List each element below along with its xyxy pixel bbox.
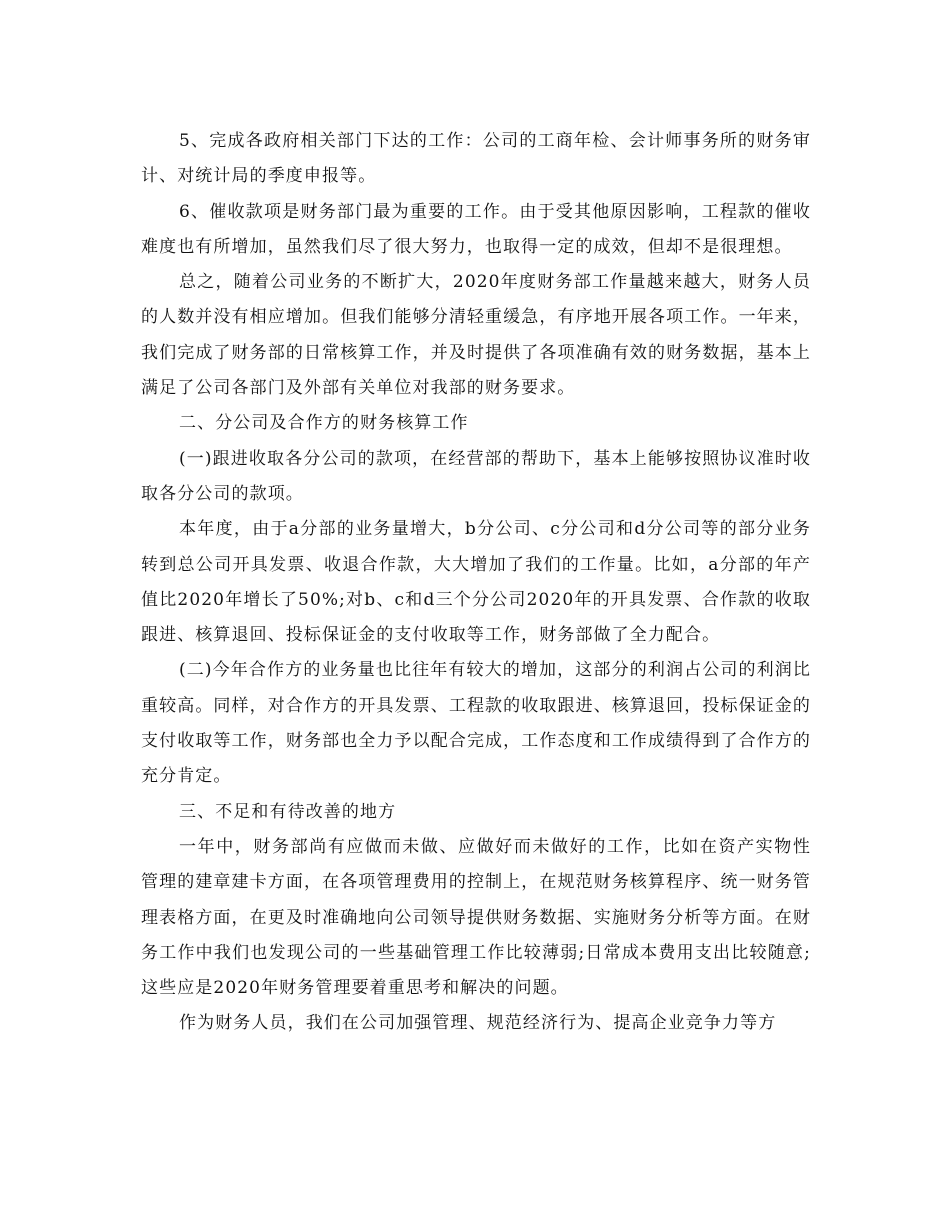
document-body	[141, 124, 811, 1042]
paragraph-subsection-2: (二)今年合作方的业务量也比往年有较大的增加，这部分的利润占公司的利润比重较高。同样，对合作方的开具发票、工程款的收取跟进、核算退回，投标保证金的支付收取等工作，财务部也全力予以配合完成，工作态度和工作成绩得到了合作方的充分肯定。	[141, 660, 811, 787]
paragraph-this-year: 本年度，由于a分部的业务量增大，b分公司、c分公司和d分公司等的部分业务转到总公司开具发票、收退合作款，大大增加了我们的工作量。比如，a分部的年产值比2020年增长了50%;对b、c和d三个分公司2020年的开具发票、合作款的收取跟进、核算退回、投标保证金的支付收取等工作，财务部做了全力配合。	[141, 519, 811, 646]
paragraph-item-6: 6、催收款项是财务部门最为重要的工作。由于受其他原因影响，工程款的催收难度也有所增加，虽然我们尽了很大努力，也取得一定的成效，但却不是很理想。	[141, 201, 811, 257]
section-heading-3: 三、不足和有待改善的地方	[179, 801, 397, 822]
paragraph-subsection-1: (一)跟进收取各分公司的款项，在经营部的帮助下，基本上能够按照协议准时收取各分公司的款项。	[141, 448, 811, 504]
section-heading-2: 二、分公司及合作方的财务核算工作	[179, 413, 469, 434]
paragraph-shortcomings: 一年中，财务部尚有应做而未做、应做好而未做好的工作，比如在资产实物性管理的建章建卡方面，在各项管理费用的控制上，在规范财务核算程序、统一财务管理表格方面，在更及时准确地向公司领导提供财务数据、实施财务分析等方面。在财务工作中我们也发现公司的一些基础管理工作比较薄弱;日常成本费用支出比较随意;这些应是2020年财务管理要着重思考和解决的问题。	[141, 836, 811, 999]
paragraph-summary: 总之，随着公司业务的不断扩大，2020年度财务部工作量越来越大，财务人员的人数并没有相应增加。但我们能够分清轻重缓急，有序地开展各项工作。一年来，我们完成了财务部的日常核算工作，并及时提供了各项准确有效的财务数据，基本上满足了公司各部门及外部有关单位对我部的财务要求。	[141, 272, 811, 399]
paragraph-item-5: 5、完成各政府相关部门下达的工作：公司的工商年检、会计师事务所的财务审计、对统计局的季度申报等。	[141, 131, 811, 187]
paragraph-closing: 作为财务人员，我们在公司加强管理、规范经济行为、提高企业竞争力等方	[179, 1013, 777, 1034]
